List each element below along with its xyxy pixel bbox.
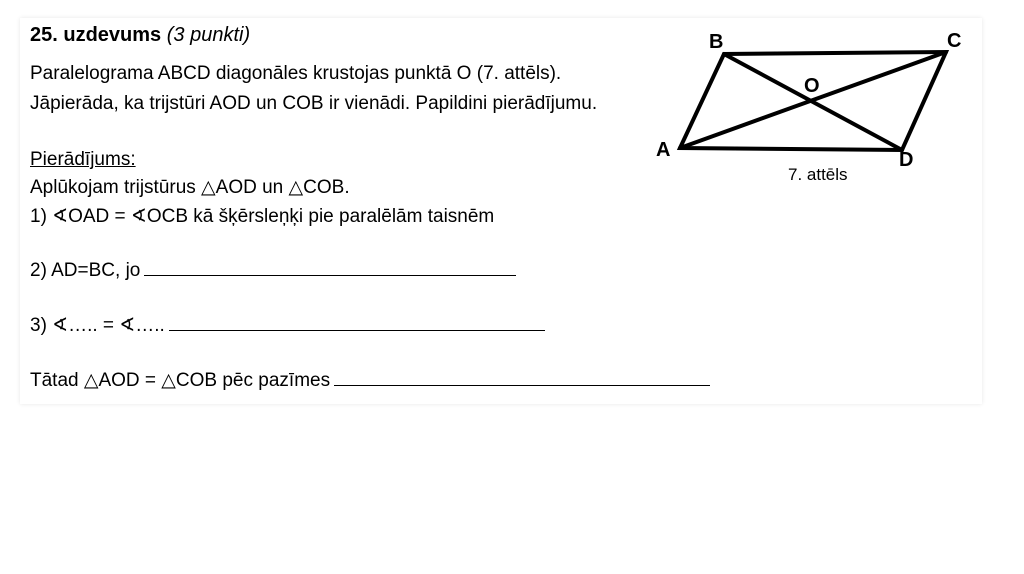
proof-step-2: [30, 259, 516, 283]
task-number: 25. uzdevums: [30, 24, 162, 46]
vertex-label-b: B: [709, 31, 724, 53]
task-statement-line1: Paralelograma ABCD diagonāles krustojas punktā O (7. attēls).: [30, 63, 562, 84]
proof-step-3: [30, 314, 545, 338]
task-statement-line2: Jāpierāda, ka trijstūri AOD un COB ir vienādi. Papildini pierādījumu.: [30, 93, 598, 114]
intersection-label-o: O: [804, 75, 820, 97]
proof-heading: Pierādījums:: [30, 149, 136, 170]
answer-blank-step-3[interactable]: [169, 314, 545, 331]
vertex-label-a: A: [656, 139, 671, 161]
parallelogram-figure: [640, 22, 980, 192]
task-title: [30, 23, 250, 47]
proof-step-2-text: 2) AD=BC, jo: [30, 260, 141, 281]
answer-blank-conclusion[interactable]: [334, 369, 710, 386]
diagonal-bd: [724, 54, 902, 150]
proof-intro: Aplūkojam trijstūrus △AOD un △COB.: [30, 177, 350, 198]
vertex-label-c: C: [947, 30, 962, 52]
proof-conclusion: [30, 369, 710, 393]
vertex-label-d: D: [899, 149, 914, 171]
proof-step-3-text: 3) ∢….. = ∢…..: [30, 315, 165, 336]
answer-blank-step-2[interactable]: [144, 259, 516, 276]
figure-caption: 7. attēls: [788, 165, 848, 184]
task-points: (3 punkti): [166, 24, 251, 46]
proof-conclusion-text: Tātad △AOD = △COB pēc pazīmes: [30, 370, 331, 391]
proof-step-1: 1) ∢OAD = ∢OCB kā šķērsleņķi pie paralēlām taisnēm: [30, 206, 495, 227]
